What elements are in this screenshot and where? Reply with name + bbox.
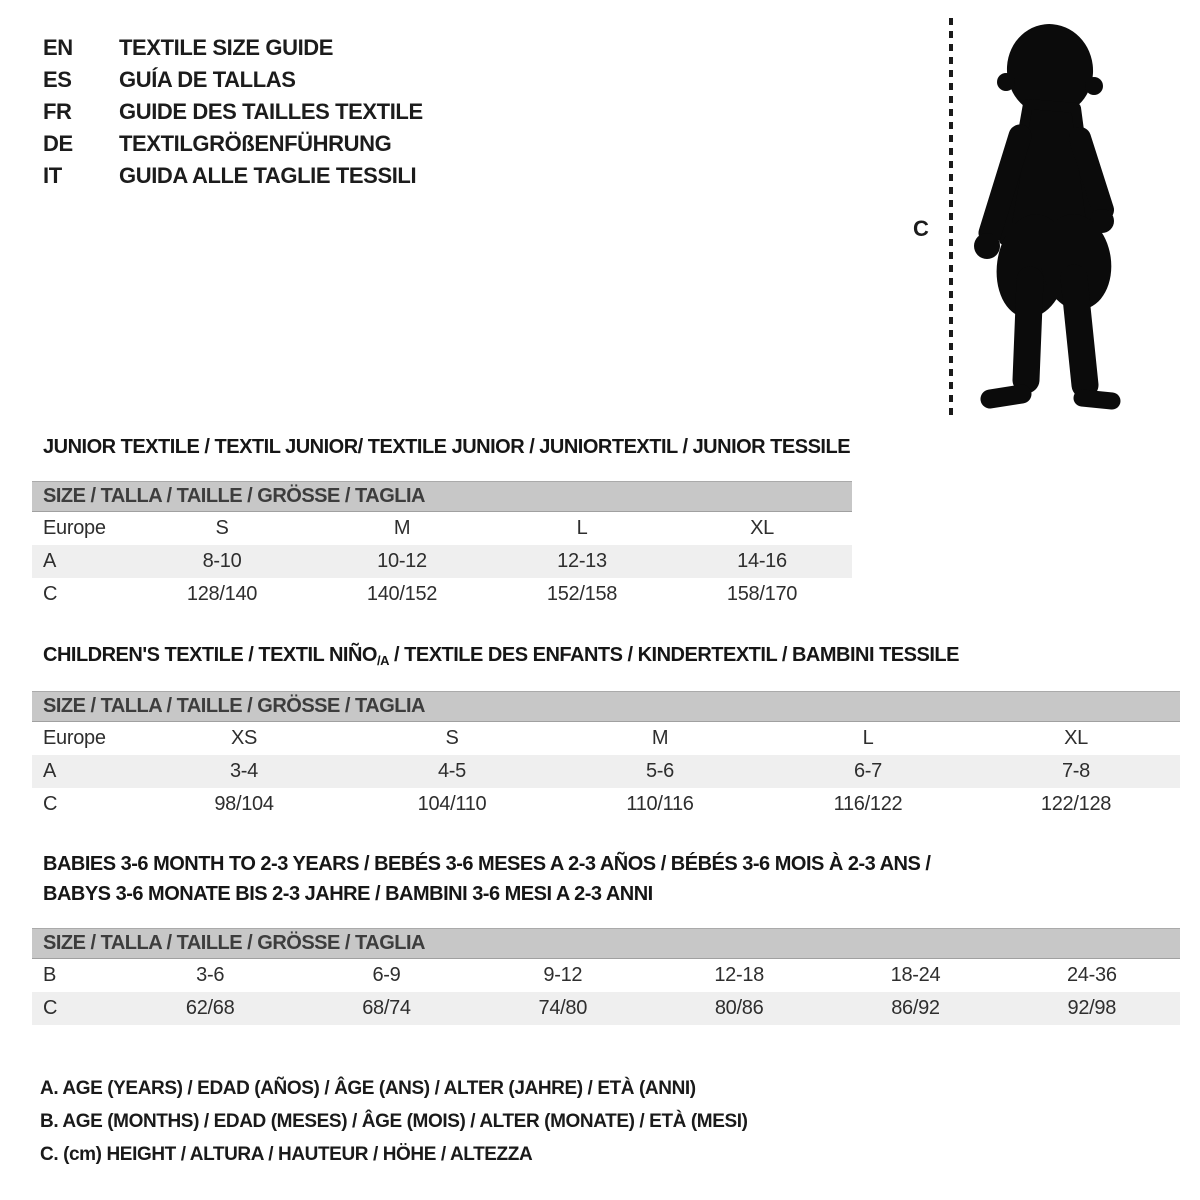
babies-section-title <box>43 849 930 909</box>
size-cell: L <box>862 727 874 749</box>
babies-table <box>32 928 1180 1025</box>
row-label: C <box>43 793 58 815</box>
size-cell: XL <box>750 517 774 539</box>
children-table <box>32 691 1180 821</box>
footnote-c: C. (cm) HEIGHT / ALTURA / HAUTEUR / HÖHE / ALTEZZA <box>40 1144 533 1165</box>
lang-code: IT <box>43 163 62 188</box>
row-label: A <box>43 550 57 572</box>
size-cell: 18-24 <box>890 964 941 986</box>
lang-code: ES <box>43 67 72 92</box>
size-cell: 4-5 <box>437 760 466 782</box>
lang-row-it <box>43 160 423 192</box>
row-label: B <box>43 964 57 986</box>
lang-row-en <box>43 32 423 64</box>
row-label: C <box>43 583 58 605</box>
size-cell: 158/170 <box>726 583 798 605</box>
size-cell: 104/110 <box>417 793 487 815</box>
size-cell: M <box>393 517 411 539</box>
lang-title: GUIDA ALLE TAGLIE TESSILI <box>119 163 417 188</box>
size-cell: 9-12 <box>543 964 583 986</box>
size-cell: 24-36 <box>1066 964 1117 986</box>
table-row <box>32 512 852 545</box>
babies-title-line1: BABIES 3-6 MONTH TO 2-3 YEARS / BEBÉS 3-6 MESES A 2-3 AÑOS / BÉBÉS 3-6 MOIS À 2-3 ANS / <box>43 853 931 875</box>
babies-size-table <box>32 959 1180 1025</box>
size-cell: XL <box>1064 727 1088 749</box>
size-cell: 92/98 <box>1067 997 1117 1019</box>
children-title-main: CHILDREN'S TEXTILE / TEXTIL NIÑO <box>43 644 377 666</box>
table-row <box>32 755 1180 788</box>
children-size-table <box>32 722 1180 821</box>
size-cell: 6-9 <box>372 964 401 986</box>
size-cell: 6-7 <box>853 760 882 782</box>
table-row <box>32 788 1180 821</box>
size-cell: 3-4 <box>229 760 258 782</box>
lang-code: FR <box>43 99 72 124</box>
size-cell: 140/152 <box>366 583 438 605</box>
babies-title-line2: BABYS 3-6 MONATE BIS 2-3 JAHRE / BAMBINI 3-6 MESI A 2-3 ANNI <box>43 883 653 905</box>
footnotes <box>40 1072 748 1171</box>
lang-title: TEXTILGRÖßENFÜHRUNG <box>119 131 392 156</box>
footnote-a: A. AGE (YEARS) / EDAD (AÑOS) / ÂGE (ANS) / ALTER (JAHRE) / ETÀ (ANNI) <box>40 1078 696 1099</box>
size-cell: 128/140 <box>186 583 258 605</box>
row-label: Europe <box>43 727 106 749</box>
lang-code: DE <box>43 131 73 156</box>
size-cell: 12-18 <box>714 964 764 986</box>
row-label: C <box>43 997 58 1019</box>
size-cell: 10-12 <box>377 550 427 572</box>
language-header <box>43 32 423 192</box>
size-cell: XS <box>230 727 258 749</box>
size-cell: 68/74 <box>362 997 411 1019</box>
size-cell: 12-13 <box>557 550 607 572</box>
children-section-title <box>43 644 959 668</box>
children-title-rest: / TEXTILE DES ENFANTS / KINDERTEXTIL / BAMBINI TESSILE <box>388 644 959 666</box>
junior-section-title: JUNIOR TEXTILE / TEXTIL JUNIOR/ TEXTILE JUNIOR / JUNIORTEXTIL / JUNIOR TESSILE <box>43 436 851 458</box>
children-size-header-bar: SIZE / TALLA / TAILLE / GRÖSSE / TAGLIA <box>32 691 1180 722</box>
lang-title: GUÍA DE TALLAS <box>119 67 296 92</box>
size-cell: 5-6 <box>645 760 674 782</box>
footnote-b: B. AGE (MONTHS) / EDAD (MESES) / ÂGE (MOIS) / ALTER (MONATE) / ETÀ (MESI) <box>40 1111 748 1132</box>
size-cell: 80/86 <box>714 997 764 1019</box>
lang-row-fr <box>43 96 423 128</box>
babies-size-header-bar: SIZE / TALLA / TAILLE / GRÖSSE / TAGLIA <box>32 928 1180 959</box>
size-cell: S <box>215 517 229 539</box>
size-cell: 74/80 <box>538 997 588 1019</box>
size-cell: 116/122 <box>833 793 903 815</box>
junior-size-table <box>32 512 852 611</box>
toddler-silhouette-figure <box>900 12 1160 422</box>
size-cell: 98/104 <box>214 793 274 815</box>
size-cell: 122/128 <box>1040 793 1112 815</box>
size-cell: 3-6 <box>196 964 225 986</box>
height-measure-label: C <box>913 216 929 241</box>
size-cell: 152/158 <box>546 583 618 605</box>
row-label: A <box>43 760 57 782</box>
lang-code: EN <box>43 35 73 60</box>
size-cell: M <box>651 727 669 749</box>
lang-row-es <box>43 64 423 96</box>
size-cell: 110/116 <box>626 793 694 815</box>
junior-size-header-bar: SIZE / TALLA / TAILLE / GRÖSSE / TAGLIA <box>32 481 852 512</box>
children-title-subscript: /A <box>376 653 389 668</box>
table-row <box>32 722 1180 755</box>
row-label: Europe <box>43 517 106 539</box>
size-cell: 7-8 <box>1061 760 1090 782</box>
size-cell: L <box>576 517 588 539</box>
lang-row-de <box>43 128 423 160</box>
table-row <box>32 992 1180 1025</box>
toddler-silhouette <box>974 19 1117 401</box>
size-cell: 8-10 <box>202 550 242 572</box>
size-cell: 14-16 <box>737 550 787 572</box>
junior-table <box>32 481 852 611</box>
lang-title: TEXTILE SIZE GUIDE <box>119 35 334 60</box>
size-cell: 86/92 <box>891 997 940 1019</box>
table-row <box>32 578 852 611</box>
lang-title: GUIDE DES TAILLES TEXTILE <box>119 99 423 124</box>
size-cell: 62/68 <box>185 997 235 1019</box>
table-row <box>32 545 852 578</box>
table-row <box>32 959 1180 992</box>
size-cell: S <box>445 727 459 749</box>
